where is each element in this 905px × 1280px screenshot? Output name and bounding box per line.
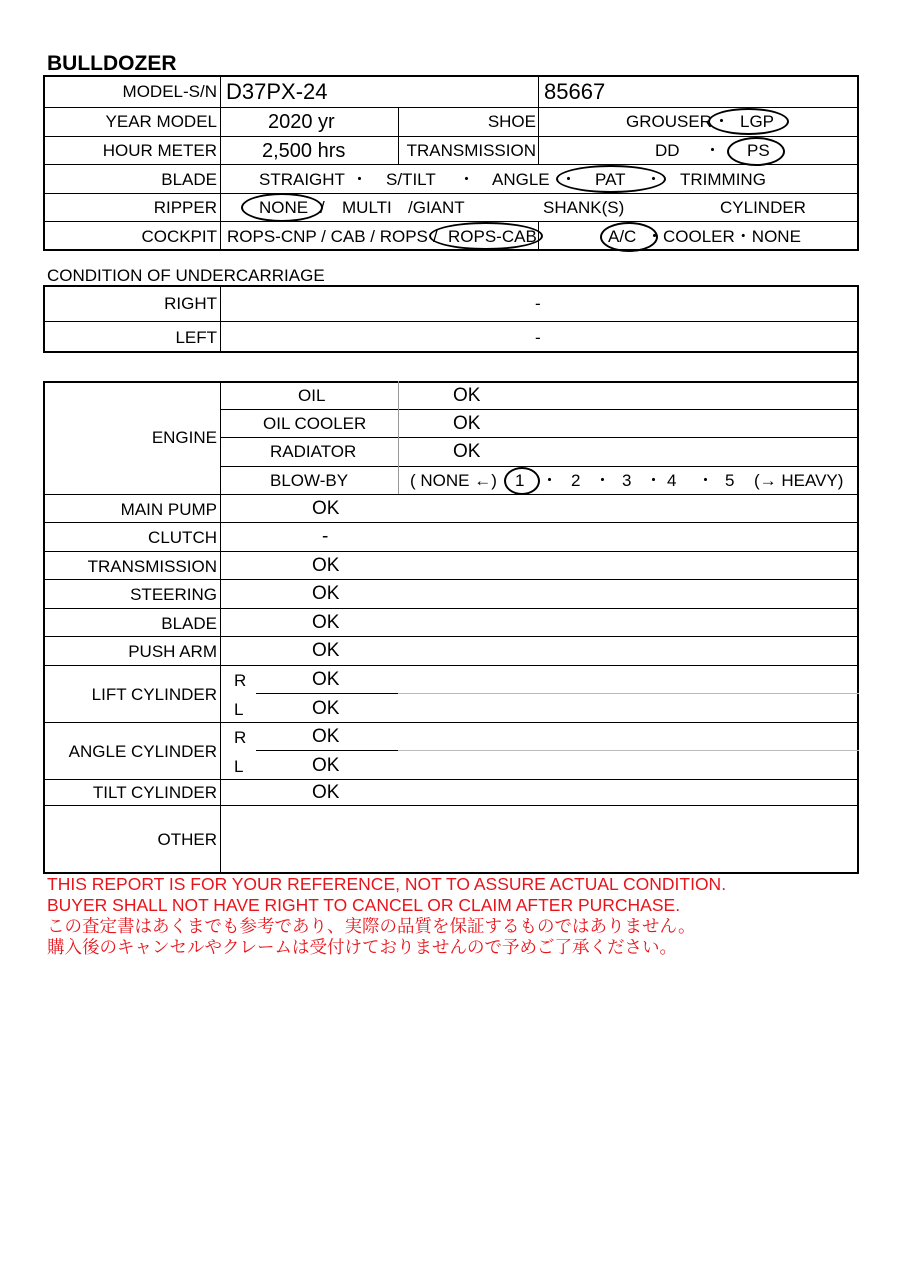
angle-l-value: OK — [312, 755, 340, 776]
disclaimer-line: THIS REPORT IS FOR YOUR REFERENCE, NOT TO ASSURE ACTUAL CONDITION. — [47, 874, 727, 894]
blade-spec-label: BLADE — [161, 170, 217, 189]
cockpit-label: COCKPIT — [141, 227, 217, 246]
ripper-label: RIPPER — [153, 198, 217, 217]
blowby-4: 4 — [667, 471, 677, 490]
blowby-dot: ・ — [594, 471, 611, 490]
ripper-opt-slash: / — [320, 198, 325, 217]
ripper-selected-mark — [241, 193, 323, 222]
year-model-label: YEAR MODEL — [105, 112, 217, 131]
shoe-lgp: LGP — [740, 112, 775, 131]
cockpit-dot: ・ — [646, 227, 663, 246]
main-pump-value: OK — [312, 498, 340, 519]
angle-r-label: R — [234, 728, 247, 747]
lift-r-label: R — [234, 671, 247, 690]
transmission-cond-value: OK — [312, 555, 340, 576]
trans-dot: ・ — [704, 141, 721, 160]
engine-oil-cooler-value: OK — [453, 413, 481, 434]
blowby-dot: ・ — [541, 471, 558, 490]
lift-cylinder-label: LIFT CYLINDER — [91, 685, 217, 704]
cockpit-ac: A/C — [608, 227, 637, 246]
blade-selected-mark — [556, 165, 666, 193]
tilt-cylinder-label: TILT CYLINDER — [92, 783, 217, 802]
blade-opt-trimming: TRIMMING — [680, 170, 766, 189]
ripper-opt-multi: MULTI — [342, 198, 392, 217]
shoe-dot: ・ — [713, 112, 730, 131]
cockpit-selected-mark — [429, 222, 543, 250]
engine-oil-cooler-label: OIL COOLER — [263, 414, 367, 433]
steering-value: OK — [312, 583, 340, 604]
angle-r-value: OK — [312, 726, 340, 747]
model-value: D37PX-24 — [226, 79, 328, 104]
disclaimer-line: 購入後のキャンセルやクレームは受付けておりませんので予めご了承ください。 — [47, 937, 677, 957]
disclaimer-line: BUYER SHALL NOT HAVE RIGHT TO CANCEL OR CLAIM AFTER PURCHASE. — [47, 895, 681, 915]
lift-l-value: OK — [312, 698, 340, 719]
steering-label: STEERING — [130, 585, 217, 604]
blowby-3: 3 — [622, 471, 632, 490]
uc-right-label: RIGHT — [164, 294, 217, 313]
blowby-dot: ・ — [645, 471, 662, 490]
shoe-selected-mark — [708, 108, 789, 135]
transmission-label: TRANSMISSION — [406, 141, 536, 160]
trans-selected-mark — [727, 137, 785, 166]
serial-value: 85667 — [544, 79, 606, 104]
angle-l-label: L — [234, 757, 244, 776]
ripper-opt-cylinder: CYLINDER — [720, 198, 806, 217]
shoe-grouser: GROUSER — [626, 112, 712, 131]
cockpit-rest: COOLER・NONE — [663, 227, 801, 246]
cockpit-slash: / — [433, 227, 438, 246]
angle-cylinder-label: ANGLE CYLINDER — [68, 742, 217, 761]
blade-opt-dot: ・ — [351, 170, 368, 189]
engine-oil-value: OK — [453, 385, 481, 406]
blade-opt-angle: ANGLE — [492, 170, 550, 189]
blowby-none: ( NONE ←) — [410, 471, 497, 490]
blade-opt-dot: ・ — [560, 170, 577, 189]
year-model-value: 2020 yr — [268, 111, 335, 133]
engine-blowby-label: BLOW-BY — [270, 471, 349, 490]
trans-dd: DD — [655, 141, 680, 160]
undercarriage-heading: CONDITION OF UNDERCARRIAGE — [47, 266, 325, 285]
trans-ps: PS — [747, 141, 770, 160]
engine-label: ENGINE — [151, 428, 217, 447]
blowby-selected-mark — [504, 467, 540, 495]
blowby-dot: ・ — [697, 471, 714, 490]
engine-radiator-value: OK — [453, 441, 481, 462]
uc-right-value: - — [535, 294, 541, 313]
uc-left-value: - — [535, 328, 541, 347]
blade-opt-pat: PAT — [595, 170, 626, 189]
ripper-opt-none: NONE — [259, 198, 309, 217]
cockpit-options: ROPS-CNP / CAB / ROPS — [227, 227, 428, 246]
hour-meter-label: HOUR METER — [102, 141, 217, 160]
model-sn-label: MODEL-S/N — [122, 82, 217, 101]
clutch-label: CLUTCH — [148, 528, 217, 547]
push-arm-label: PUSH ARM — [128, 642, 217, 661]
hour-meter-value: 2,500 hrs — [262, 140, 346, 162]
blowby-5: 5 — [725, 471, 735, 490]
blade-cond-value: OK — [312, 612, 340, 633]
blade-opt-dot: ・ — [645, 170, 662, 189]
blowby-heavy: (→ HEAVY) — [754, 471, 844, 490]
blade-opt-dot: ・ — [458, 170, 475, 189]
push-arm-value: OK — [312, 640, 340, 661]
main-pump-label: MAIN PUMP — [120, 500, 217, 519]
other-label: OTHER — [157, 830, 217, 849]
ripper-opt-shank: SHANK(S) — [543, 198, 625, 217]
uc-left-label: LEFT — [175, 328, 217, 347]
disclaimer-line: この査定書はあくまでも参考であり、実際の品質を保証するものではありません。 — [47, 916, 696, 936]
cockpit-selected: ROPS-CAB — [448, 227, 537, 246]
blade-cond-label: BLADE — [161, 614, 217, 633]
ripper-opt-giant: /GIANT — [408, 198, 465, 217]
blade-opt-stilt: S/TILT — [386, 170, 436, 189]
lift-r-value: OK — [312, 669, 340, 690]
transmission-cond-label: TRANSMISSION — [87, 557, 217, 576]
lift-l-label: L — [234, 700, 244, 719]
page-title: BULLDOZER — [47, 52, 177, 75]
blowby-1: 1 — [515, 471, 525, 490]
blowby-2: 2 — [571, 471, 581, 490]
clutch-value: - — [322, 526, 329, 547]
engine-oil-label: OIL — [298, 386, 326, 405]
tilt-cylinder-value: OK — [312, 782, 340, 803]
engine-radiator-label: RADIATOR — [270, 442, 357, 461]
blade-opt-straight: STRAIGHT — [259, 170, 345, 189]
shoe-label: SHOE — [487, 112, 536, 131]
